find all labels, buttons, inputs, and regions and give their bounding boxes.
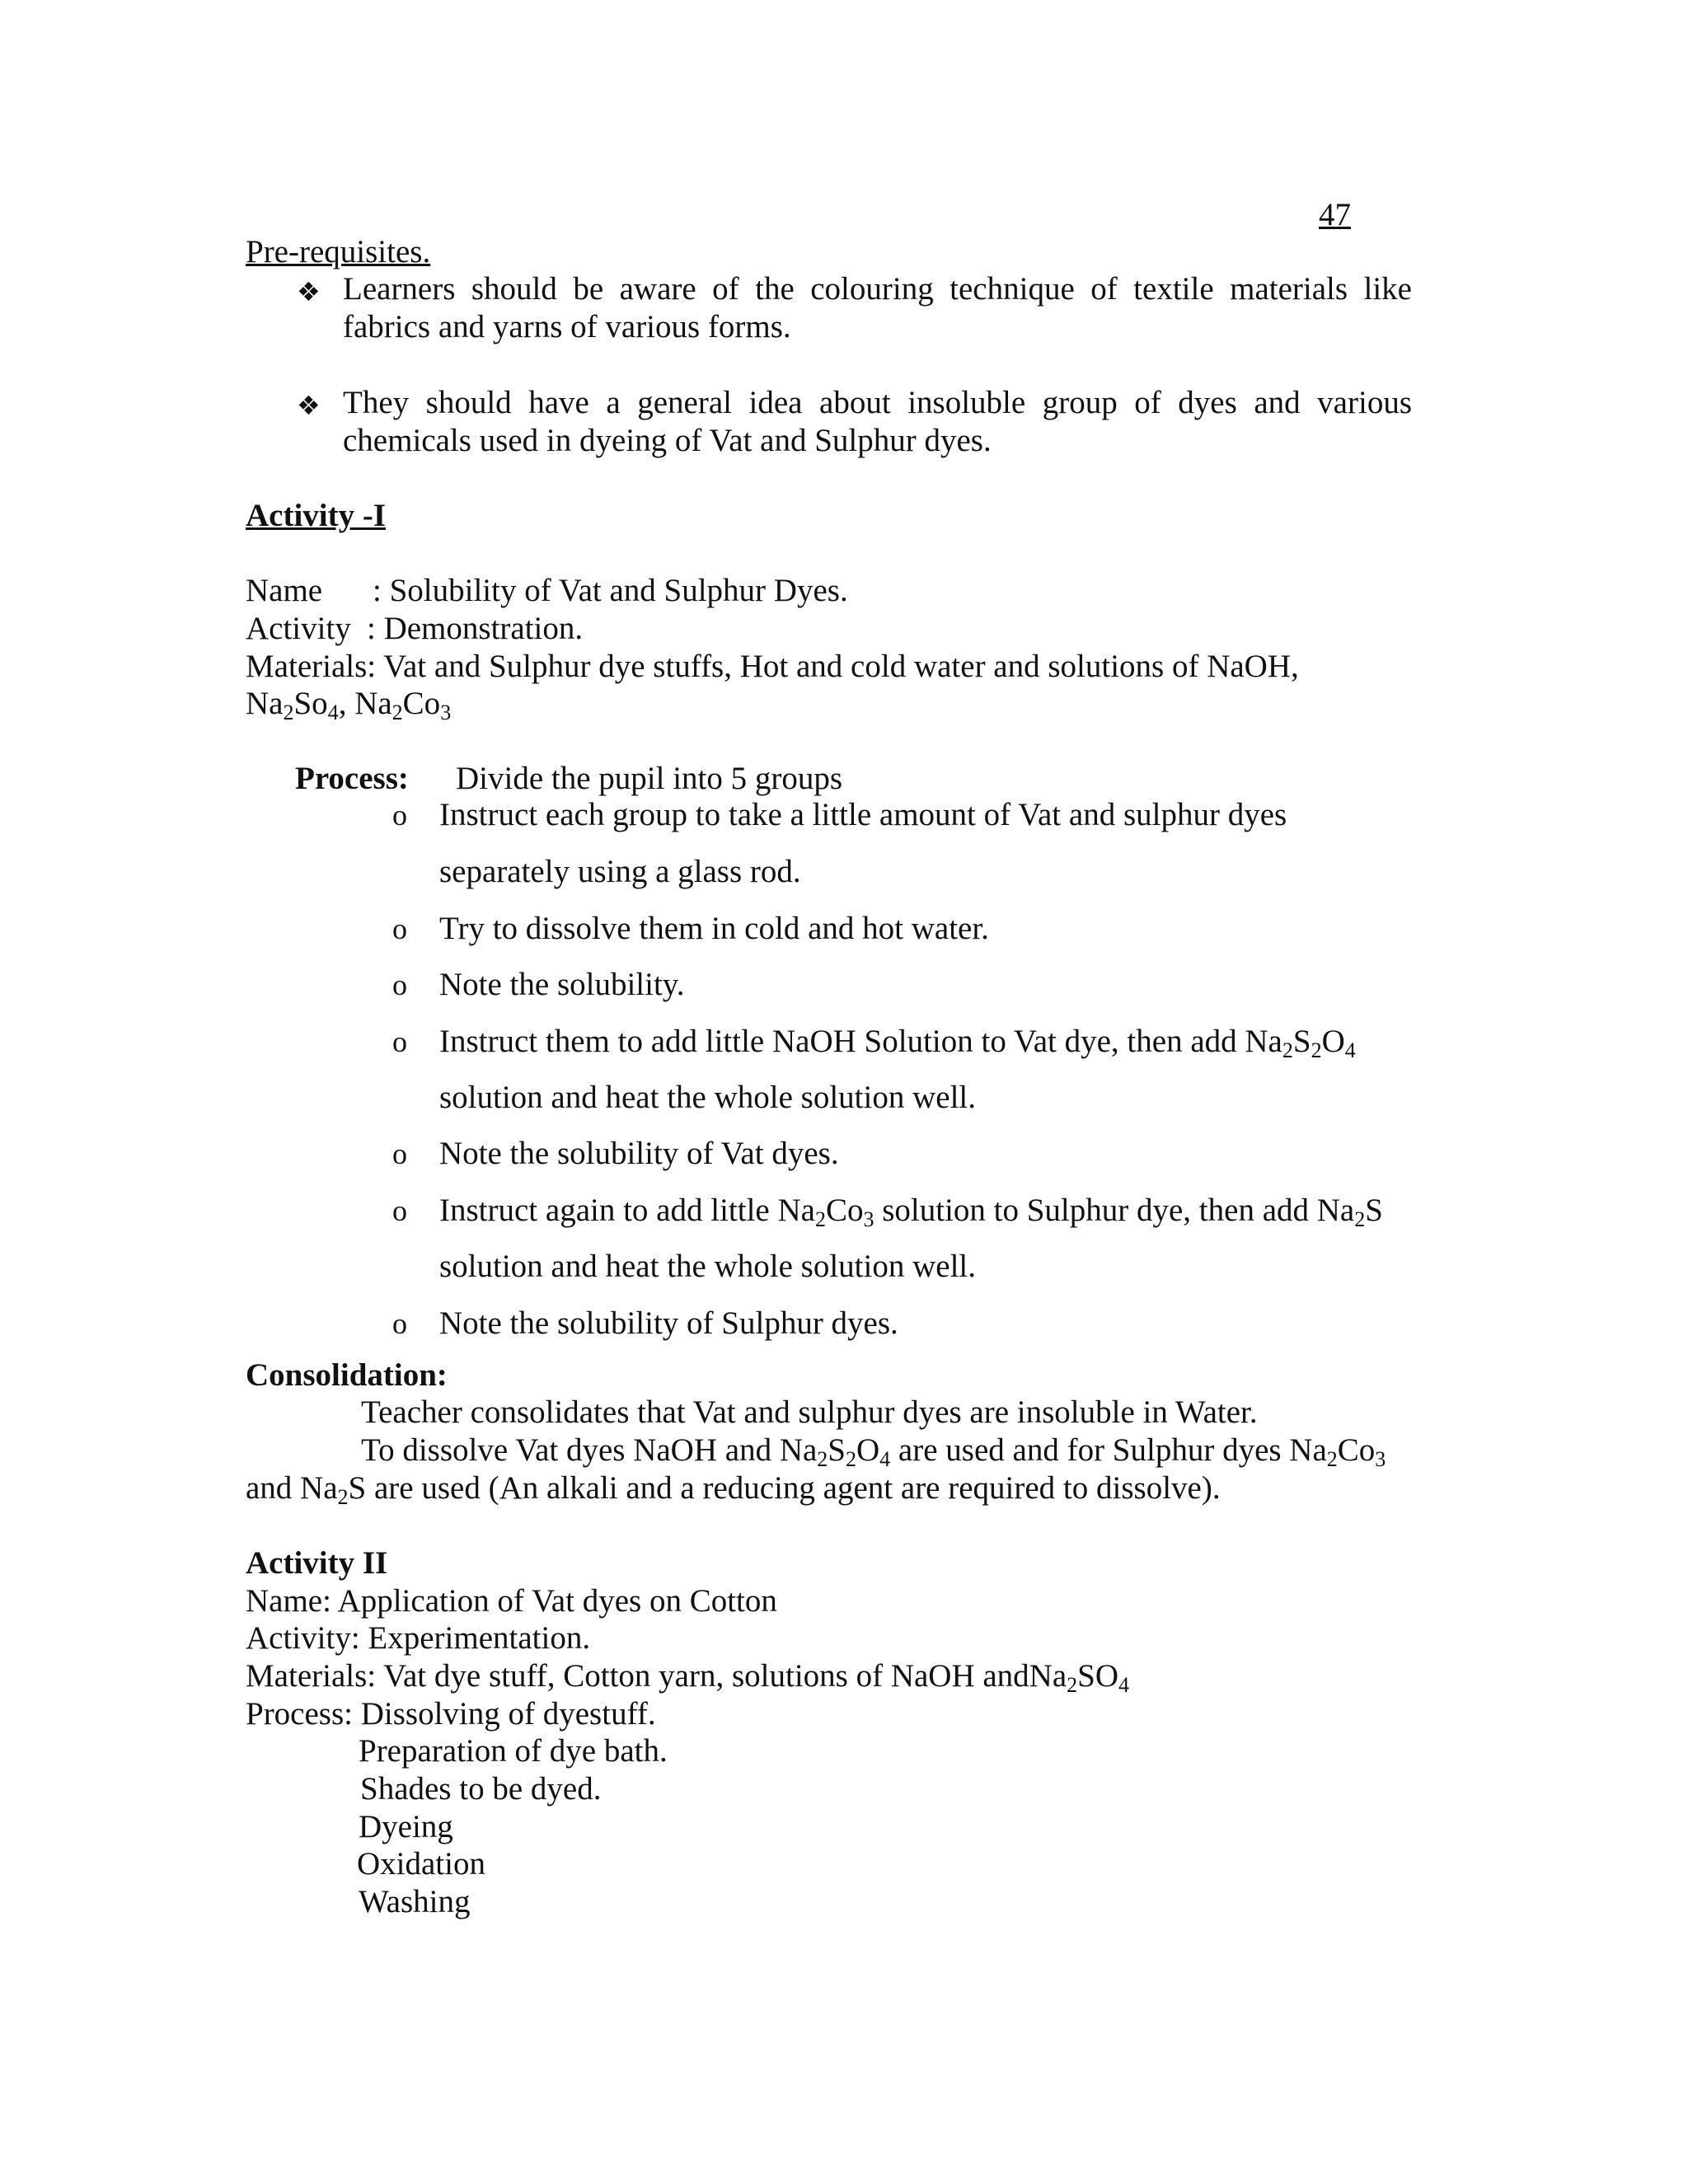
step-2: Try to dissolve them in cold and hot water. — [439, 911, 989, 946]
activity-2-process-step: Oxidation — [357, 1846, 485, 1882]
process-intro: Divide the pupil into 5 groups — [456, 761, 843, 796]
activity-2-process: Process: Dissolving of dyestuff. — [246, 1696, 656, 1732]
activity-1-materials-line-2: $Na_2So_4$, $Na_2Co_3$ — [246, 686, 452, 724]
step-6-line-2: solution and heat the whole solution well. — [439, 1249, 976, 1284]
activity-2-process-step: Dyeing — [359, 1809, 453, 1844]
step-marker-icon: o — [392, 968, 407, 1001]
step-7: Note the solubility of Sulphur dyes. — [439, 1305, 898, 1341]
activity-2-process-step: Washing — [359, 1884, 471, 1919]
activity-1-activity-value: : Demonstration. — [367, 611, 584, 646]
activity-1-activity-label: Activity — [246, 611, 351, 646]
activity-1-name-value: : Solubility of Vat and Sulphur Dyes. — [373, 573, 848, 608]
page-number: 47 — [1319, 197, 1351, 232]
step-1-line-2: separately using a glass rod. — [439, 854, 801, 889]
activity-2-name: Name: Application of Vat dyes on Cotton — [246, 1583, 777, 1619]
activity-1-materials-line-1: Materials: Vat and Sulphur dye stuffs, Hot and cold water and solutions of NaOH, — [246, 649, 1299, 684]
prereq-item-1-line-1: Learners should be aware of the colouring technique of textile materials like — [343, 271, 1412, 307]
process-label: Process: — [295, 761, 409, 796]
step-marker-icon: o — [392, 1025, 407, 1058]
step-marker-icon: o — [392, 1137, 407, 1170]
step-5: Note the solubility of Vat dyes. — [439, 1136, 839, 1171]
activity-2-heading: Activity II — [246, 1545, 388, 1581]
bullet-icon: ❖ — [297, 276, 321, 307]
step-marker-icon: o — [392, 1194, 407, 1227]
prereq-item-1-line-2: fabrics and yarns of various forms. — [343, 309, 791, 344]
step-6-line-1: Instruct again to add little $Na_2Co_3$ solution to Sulphur dye, then add $Na_2S$ — [439, 1193, 1383, 1231]
bullet-icon: ❖ — [297, 390, 321, 421]
step-marker-icon: o — [392, 799, 407, 832]
activity-1-heading: Activity -I — [246, 498, 387, 533]
step-1-line-1: Instruct each group to take a little amount of Vat and sulphur dyes — [439, 797, 1287, 832]
prerequisites-heading: Pre-requisites. — [246, 234, 431, 269]
consolidation-heading: Consolidation: — [246, 1357, 448, 1393]
activity-2-materials: Materials: Vat dye stuff, Cotton yarn, solutions of NaOH $andNa_2SO_4$ — [246, 1658, 1130, 1697]
activity-2-process-step: Shades to be dyed. — [360, 1771, 602, 1807]
step-4-line-1: Instruct them to add little NaOH Solution to Vat dye, then add $Na_2S_2O_4$ — [439, 1024, 1356, 1062]
prereq-item-2-line-2: chemicals used in dyeing of Vat and Sulphur dyes. — [343, 423, 992, 458]
step-marker-icon: o — [392, 1307, 407, 1340]
activity-1-name-label: Name — [246, 573, 323, 608]
step-4-line-2: solution and heat the whole solution well. — [439, 1080, 976, 1115]
consolidation-line-3: and $Na_2S$ are used (An alkali and a reducing agent are required to dissolve). — [246, 1470, 1221, 1509]
activity-2-process-step: Preparation of dye bath. — [359, 1733, 668, 1769]
consolidation-line-2: To dissolve Vat dyes NaOH and $Na_2S_2O_4$ are used and for Sulphur dyes $Na_2Co_3$ — [361, 1432, 1386, 1471]
consolidation-line-1: Teacher consolidates that Vat and sulphur dyes are insoluble in Water. — [361, 1394, 1258, 1430]
activity-2-activity: Activity: Experimentation. — [246, 1620, 591, 1656]
prereq-item-2-line-1: They should have a general idea about insoluble group of dyes and various — [343, 385, 1412, 420]
step-3: Note the solubility. — [439, 967, 685, 1002]
step-marker-icon: o — [392, 912, 407, 945]
